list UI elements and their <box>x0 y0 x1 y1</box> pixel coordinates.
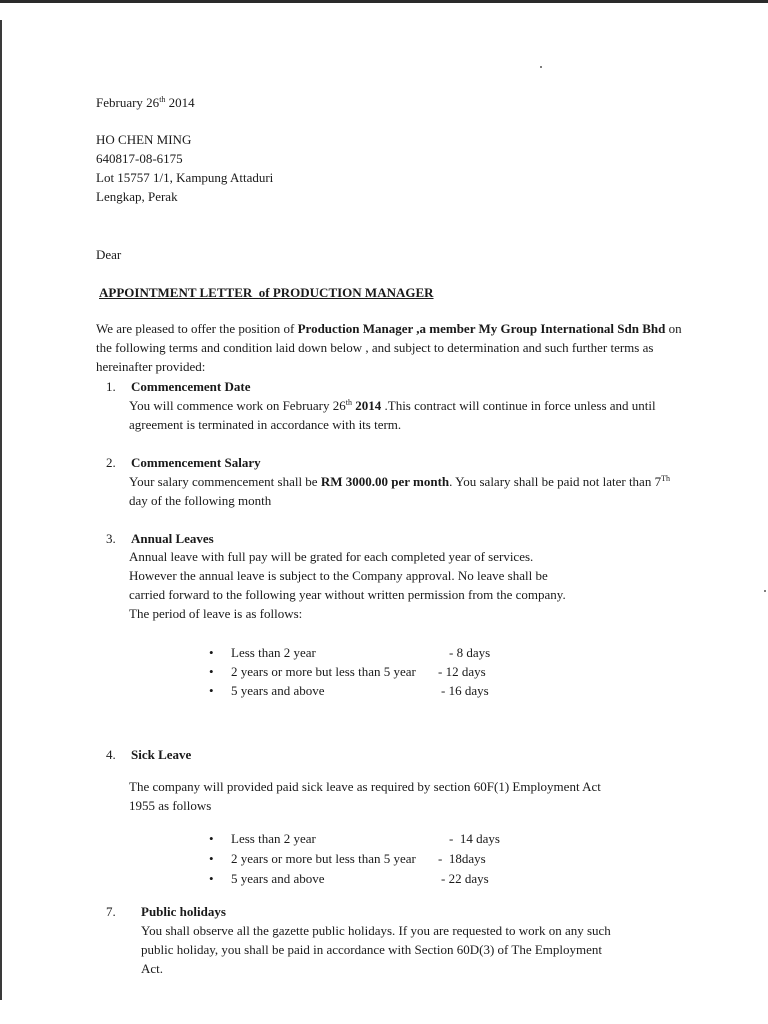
scan-speck <box>540 66 542 68</box>
recipient-block <box>96 130 273 206</box>
list-item: • 2 years or more but less than 5 year <box>209 851 416 866</box>
section-title-public-holidays: Public holidays <box>141 904 226 919</box>
list-item-value: - 12 days <box>438 664 486 679</box>
section-text-commencement-date: You will commence work on February 26th 2014 .This contract will continue in force unless and until agreement is terminated in accordance with its term. <box>129 398 656 432</box>
salutation: Dear <box>96 247 122 262</box>
intro-paragraph: We are pleased to offer the position of Production Manager ,a member My Group International Sdn Bhd on the following terms and condition laid down below , and subject to determination and such further terms as hereinafter provided: <box>96 321 682 374</box>
salary-amount: RM 3000.00 per month <box>320 474 450 489</box>
list-item: • 5 years and above <box>209 871 325 886</box>
position-name: Production Manager ,a member My Group International Sdn Bhd <box>297 321 666 336</box>
section-number: 7. <box>106 904 116 919</box>
section-text-public-holidays: You shall observe all the gazette public holidays. If you are requested to work on any such public holiday, you shall be paid in accordance with Section 60D(3) of The Employment Act. <box>141 923 611 976</box>
letter-date: February 26th 2014 <box>96 95 195 110</box>
list-item: • 5 years and above <box>209 683 325 698</box>
section-number: 3. <box>106 531 116 546</box>
recipient-address-line2: Lengkap, Perak <box>96 189 178 204</box>
section-text-commencement-salary: Your salary commencement shall be RM 3000.00 per month. You salary shall be paid not later than 7Th day of the following month <box>129 474 670 508</box>
section-title-commencement-date: Commencement Date <box>131 379 251 394</box>
list-item-value: - 14 days <box>449 831 500 846</box>
section-title-commencement-salary: Commencement Salary <box>131 455 261 470</box>
section-number: 4. <box>106 747 116 762</box>
list-item-value: - 22 days <box>441 871 489 886</box>
section-text-sick-leave: The company will provided paid sick leave as required by section 60F(1) Employment Act 1955 as follows <box>129 779 601 813</box>
list-item-value: - 16 days <box>441 683 489 698</box>
recipient-address-line1: Lot 15757 1/1, Kampung Attaduri <box>96 170 274 185</box>
section-text-annual-leaves: Annual leave with full pay will be grated for each completed year of services. However the annual leave is subject to the Company approval. No leave shall be carried forward to the following year without written permission from the company. The period of leave is as follows: <box>129 549 566 621</box>
list-item: • Less than 2 year <box>209 831 316 846</box>
section-title-annual-leaves: Annual Leaves <box>131 531 214 546</box>
section-number: 1. <box>106 379 116 394</box>
scan-edge-left <box>0 20 2 1000</box>
section-title-sick-leave: Sick Leave <box>131 747 192 762</box>
list-item-value: - 18days <box>438 851 486 866</box>
letter-subject: APPOINTMENT LETTER of PRODUCTION MANAGER <box>99 285 434 300</box>
list-item: • Less than 2 year <box>209 645 316 660</box>
scan-edge-top <box>0 0 768 3</box>
recipient-id-number: 640817-08-6175 <box>96 151 183 166</box>
recipient-name: HO CHEN MING <box>96 132 192 147</box>
scan-speck <box>764 590 766 592</box>
list-item-value: - 8 days <box>449 645 491 660</box>
list-item: • 2 years or more but less than 5 year <box>209 664 416 679</box>
section-number: 2. <box>106 455 116 470</box>
